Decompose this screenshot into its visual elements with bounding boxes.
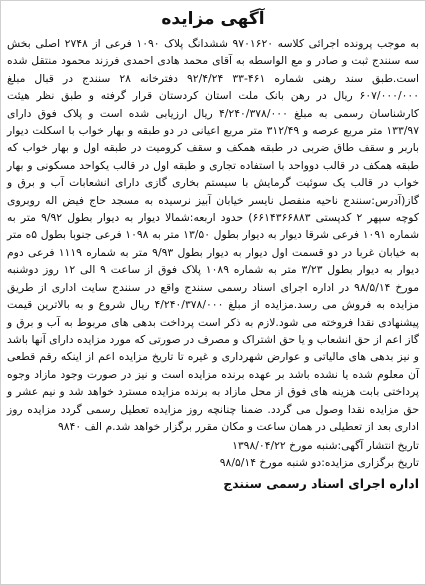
auction-date: تاریخ برگزاری مزایده:دو شنبه مورخ ۹۸/۵/۱۴ <box>219 456 419 470</box>
notice-body: به موجب پرونده اجرائی کلاسه ۹۷۰۱۶۲۰ ششدانگ پلاک ۱۰۹۰ فرعی از ۲۷۴۸ اصلی بخش سه سنندج ثبت و صادر و مع الواسطه به آقای محمد هادی احمدی فرزند محمود منتقل شده است.طبق سند رهنی شماره ۴۶۱-۳۳ ۹۲/۴/۲۴ دفترخانه ۲۸ سنندج در قبال مبلغ ۶۰۷/۰۰۰/۰۰۰ ریال در رهن بانک ملت استان کردستان قرار گرفته و طبق نظر هیئت کارشناسان رسمی به مبلغ ۴/۲۴۰/۳۷۸/۰۰۰ ریال ارزیابی شده است و پلاک فوق دارای ۱۳۳/۹۷ متر مربع عرصه و ۳۱۲/۴۹ متر مربع اعیانی در دو طبقه و بهار خواب با اسکلت دیوار باربر و سقف طاق ضربی در طبقه همکف و سقف کرومیت در طبقه اول و بهار خواب که طبقه همکف در قالب دوواحد با استفاده تجاری و طبقه اول در قالب یکواحد مسکونی و بهار خواب در قالب یک سوئیت گرمایش با سیستم بخاری گازی دارای انشعابات آب و برق و گاز(آدرس:سنندج ناحیه منفصل نایسر خیابان آبیز نرسیده به مسجد حاج فیض اله روبروی کوچه سپهر ۲ کدپستی ۶۶۱۴۳۶۶۸۸۳) حدود اربعه:شمالا دیوار به دیوار بطول ۹/۹۲ متر به شماره ۱۰۹۱ فرعی شرقا دیوار به دیوار بطول ۱۳/۵۰ متر به ۱۰۹۸ فرعی جنوبا بطول ۵ه متر به خیابان غربا در دو قسمت اول دیوار به دیوار بطول ۹/۹۳ متر به شماره ۱۱۱۹ فرعی دوم دیوار به دیوار بطول ۳/۲۳ متر به شماره ۱۰۸۹ پلاک فوق از ساعت ۹ الی ۱۲ روز دوشنبه مورخ ۹۸/۵/۱۴ در اداره اجرای اسناد رسمی سنندج واقع در سنندج سایت اداری از طریق مزایده به فروش می رسد.مزایده از مبلغ ۴/۲۴۰/۳۷۸/۰۰۰ ریال شروع و به بالاترین قیمت پیشنهادی نقدا فروخته می شود.لازم به ذکر است پرداخت بدهی های مربوط به آب و برق و گاز اعم از حق انشعاب و یا حق اشتراک و مصرف در صورتی که مورد مزایده دارای آنها باشد و نیز بدهی های مالیاتی و عوارض شهرداری و غیره تا تاریخ مزایده اعم از اینکه رقم قطعی آن معلوم شده یا نشده باشد بر عهده برنده مزایده است و نیز در صورت وجود مازاد وجوه پرداختی بابت هزینه های فوق از محل مازاد به برنده مزایده مسترد خواهد شد و نیم عشر و حق مزایده نقدا وصول می گردد. ضمنا چنانچه روز مزایده تعطیل رسمی گردد مزایده روز اداری بعد از تعطیلی در همان ساعت و مکان مقرر برگزار خواهد شد.م الف ۹۸۴۰ <box>7 37 420 433</box>
issuing-office: اداره اجرای اسناد رسمی سنندج <box>223 476 419 492</box>
notice-dates <box>7 437 419 471</box>
notice-title: آگهی مزایده <box>161 9 265 29</box>
publish-date: تاریخ انتشار آگهی:شنبه مورخ ۱۳۹۸/۰۴/۲۲ <box>232 439 419 453</box>
